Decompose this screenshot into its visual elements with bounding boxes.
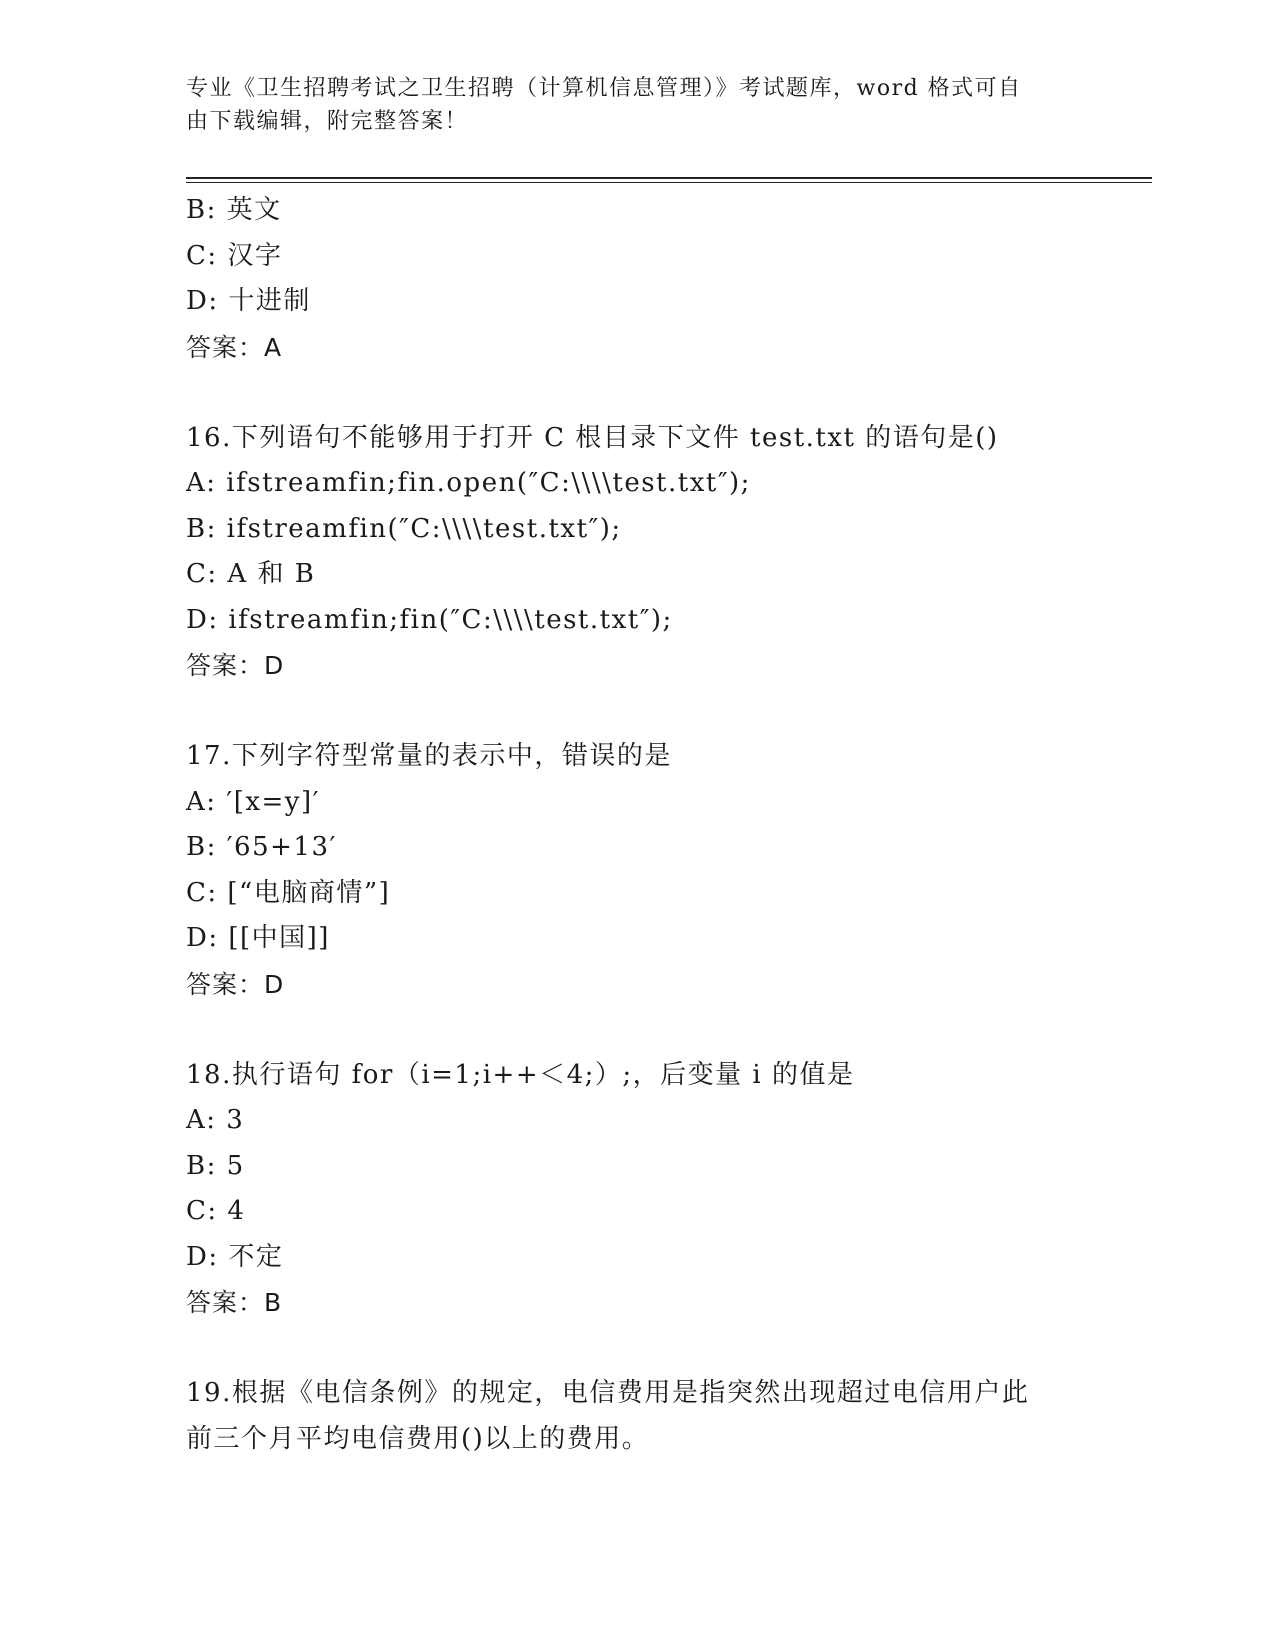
answer-line: 答案：A	[186, 332, 283, 362]
header-divider-thick	[186, 177, 1152, 179]
option-c: C: [“电脑商情”]	[186, 877, 391, 908]
question-16	[186, 416, 1136, 689]
question-list	[186, 188, 1136, 1462]
document-header	[186, 72, 1066, 138]
option-b: B: ifstreamfin(″C:\\\\test.txt″);	[186, 513, 622, 544]
option-b: B: ′65+13′	[186, 832, 337, 862]
option-c: C: A 和 B	[186, 559, 316, 589]
question-18	[186, 1053, 1136, 1326]
question-19	[186, 1371, 1136, 1462]
question-stem: 17.下列字符型常量的表示中，错误的是	[186, 741, 672, 771]
question-stem-line-1: 19.根据《电信条例》的规定，电信费用是指突然出现超过电信用户此	[186, 1378, 1030, 1408]
option-b: B: 5	[186, 1150, 245, 1181]
question-15-continued	[186, 188, 1136, 370]
option-b: B: 英文	[186, 195, 282, 225]
question-stem: 18.执行语句 for（i=1;i++＜4;）;，后变量 i 的值是	[186, 1059, 855, 1090]
option-d: D: 不定	[186, 1241, 284, 1272]
answer-line: 答案：B	[186, 1288, 283, 1317]
question-17	[186, 734, 1136, 1007]
header-line-2: 由下载编辑，附完整答案！	[186, 109, 469, 134]
spacer	[186, 1326, 1136, 1372]
header-divider-thin	[186, 182, 1152, 183]
spacer	[186, 370, 1136, 416]
option-c: C: 4	[186, 1196, 246, 1226]
spacer	[186, 1007, 1136, 1053]
option-c: C: 汉字	[186, 240, 283, 271]
question-stem-line-2: 前三个月平均电信费用()以上的费用。	[186, 1423, 650, 1454]
option-d: D: ifstreamfin;fin(″C:\\\\test.txt″);	[186, 604, 673, 635]
option-d: D: 十进制	[186, 286, 311, 316]
answer-line: 答案：D	[186, 651, 285, 680]
option-d: D: [[中国]]	[186, 923, 330, 953]
answer-line: 答案：D	[186, 969, 285, 999]
header-line-1: 专业《卫生招聘考试之卫生招聘（计算机信息管理）》考试题库，word 格式可自	[186, 76, 1022, 101]
option-a: A: ′[x=y]′	[186, 786, 321, 817]
spacer	[186, 689, 1136, 735]
question-stem: 16.下列语句不能够用于打开 C 根目录下文件 test.txt 的语句是()	[186, 422, 999, 453]
option-a: A: ifstreamfin;fin.open(″C:\\\\test.txt″);	[186, 468, 751, 498]
option-a: A: 3	[186, 1105, 245, 1135]
